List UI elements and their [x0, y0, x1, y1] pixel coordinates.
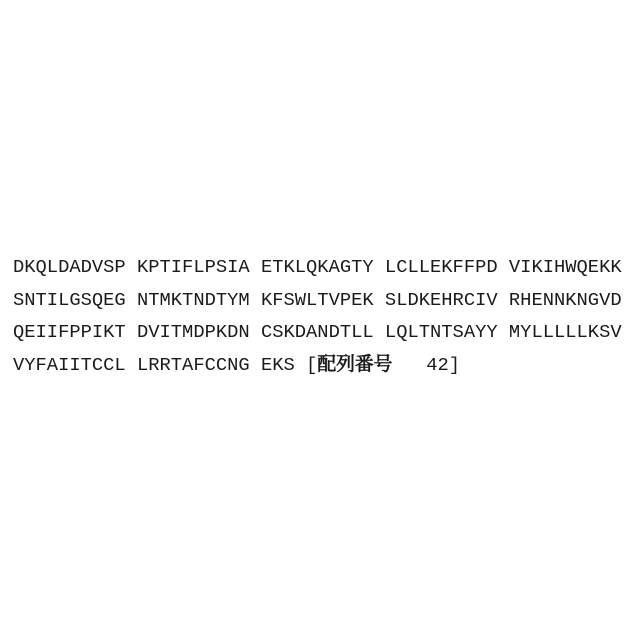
sequence-line-1: DKQLDADVSP KPTIFLPSIA ETKLQKAGTY LCLLEKFFPD VIKIHWQEKK: [13, 256, 622, 278]
sequence-line-4: [13, 349, 622, 382]
protein-sequence-listing: [13, 251, 622, 381]
sequence-line-3: QEIIFPPIKT DVITMDPKDN CSKDANDTLL LQLTNTSAYY MYLLLLLKSV: [13, 321, 622, 343]
sequence-id-label: 配列番号: [317, 353, 393, 376]
sequence-id-number: 42]: [392, 353, 461, 376]
sequence-line-4-residues: VYFAIITCCL LRRTAFCCNG EKS [: [13, 353, 318, 376]
sequence-line-2: SNTILGSQEG NTMKTNDTYM KFSWLTVPEK SLDKEHRCIV RHENNKNGVD: [13, 288, 622, 311]
